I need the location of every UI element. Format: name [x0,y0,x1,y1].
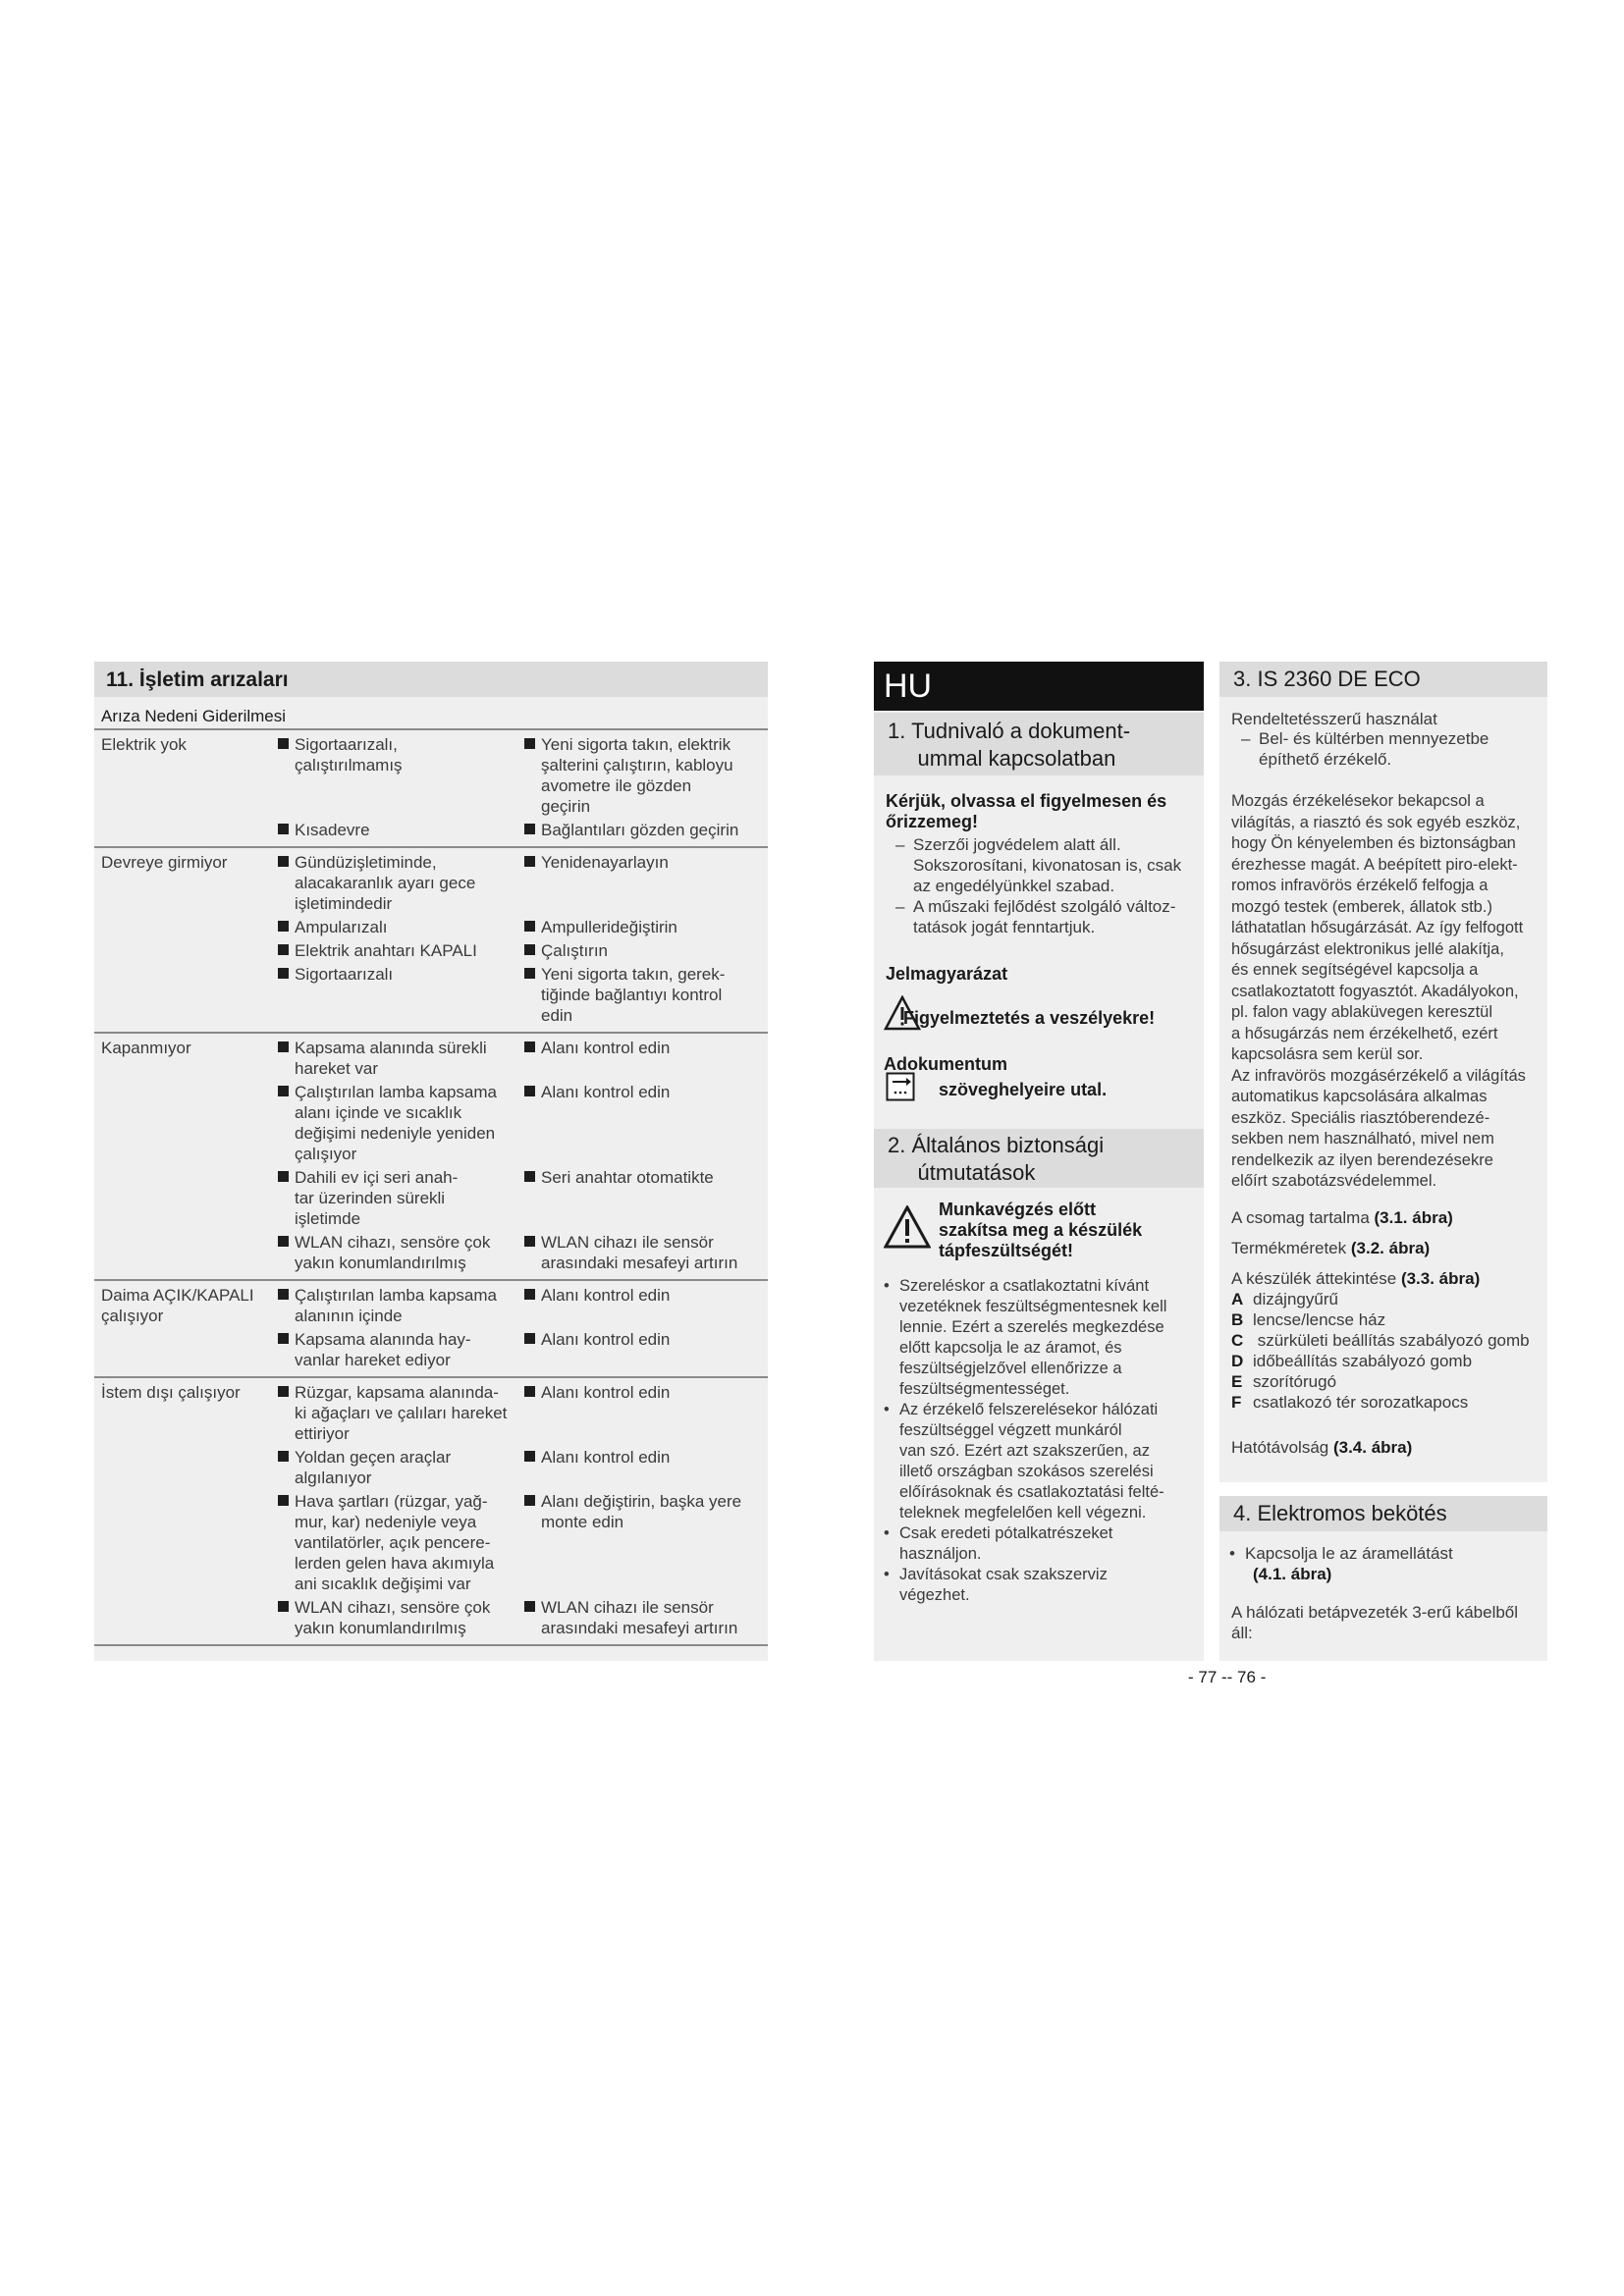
hu-range-line [1231,1437,1412,1458]
fault-cause [278,1382,521,1444]
fault-fix [524,1597,770,1638]
fault-cause-line: tar üzerinden sürekli [295,1189,446,1207]
fault-fix-line: WLAN cihazı ile sensör [541,1233,714,1252]
list-item: – Bel- és kültérben mennyezetbe építhető érzékelő. [1231,728,1545,770]
hu-language-label: HU [884,667,933,705]
table-row-separator [94,846,768,848]
bullet-square-icon [524,1601,535,1612]
fault-fix-line: Seri anahtar otomatikte [541,1168,714,1187]
part-item [1231,1309,1555,1330]
list-item: • Javításokat csak szakszerviz végezhet. [882,1565,1202,1606]
fault-fix-line: Alanı kontrol edin [541,1286,671,1305]
hu-overview-text: A készülék áttekintése [1231,1269,1401,1288]
fault-fix [524,1382,770,1403]
fault-fix-line: arasındaki mesafeyi artırın [541,1619,738,1637]
fault-cause-line: Hava şartları (rüzgar, yağ- [295,1492,488,1511]
fault-fix [524,1167,770,1188]
table-row-separator [94,1279,768,1281]
fault-fix [524,1038,770,1058]
hu-warning-label: Figyelmeztetés a veszélyekre! [903,1008,1156,1028]
warning-triangle-icon [884,1205,931,1249]
fault-fix-line: monte edin [541,1513,624,1531]
bullet-square-icon [278,1333,289,1344]
fault-fix [524,820,770,840]
fault-cause-line: Gündüzişletiminde, [295,853,437,872]
fault-cause-line: Çalıştırılan lamba kapsama [295,1286,497,1305]
fault-cause-line: mur, kar) nedeniyle veya [295,1513,477,1531]
fault-cause [278,940,521,961]
fault-cause [278,917,521,937]
fault-fix-line: Alanı kontrol edin [541,1383,671,1402]
fault-cause [278,964,521,985]
fault-cause-line: algılanıyor [295,1468,372,1487]
bullet-square-icon [278,824,289,834]
part-letter: B [1231,1310,1244,1329]
fault-fix [524,1082,770,1102]
fault-fix-line: Yeni sigorta takın, gerek- [541,965,726,984]
fault-fix-line: edin [541,1006,573,1025]
bullet-square-icon [278,1495,289,1506]
fault-cause-line: vanlar hareket ediyor [295,1351,451,1369]
hu-dimensions-line [1231,1238,1430,1258]
fault-label: Kapanmıyor [101,1039,191,1057]
part-text: lencse/lencse ház [1253,1310,1386,1329]
hu-range-text: Hatótávolság [1231,1438,1333,1457]
fault-cause-line: çalıştırılmamış [295,756,403,774]
part-letter: E [1231,1372,1243,1391]
bullet-square-icon [278,944,289,955]
fault-cause-line: alacakaranlık ayarı gece [295,874,476,892]
bullet-square-icon [524,944,535,955]
hu-dimensions-ref: (3.2. ábra) [1350,1239,1431,1257]
part-item [1231,1371,1555,1392]
part-text: csatlakozó tér sorozatkapocs [1253,1393,1469,1412]
bullet-square-icon [278,856,289,867]
hu-s1-lead: Kérjük, olvassa el figyelmesen és őrizzemeg! [886,791,1167,831]
fault-fix-line: Yenidenayarlayın [541,853,669,872]
fault-cause-line: lerden gelen hava akımıyla [295,1554,495,1573]
list-item [1227,1543,1542,1584]
hu-range-ref: (3.4. ábra) [1332,1438,1413,1457]
part-letter: D [1231,1352,1244,1370]
fault-cause-line: Elektrik anahtarı KAPALI [295,941,477,960]
bullet-square-icon [278,1041,289,1052]
hu-parts-list [1231,1289,1555,1413]
part-text: dizájngyűrű [1253,1290,1338,1308]
bullet-square-icon [524,1386,535,1397]
tr-table-header: Arıza Nedeni Giderilmesi [101,707,287,725]
fault-cause-line: alanı içinde ve sıcaklık [295,1103,462,1122]
fault-fix-line: Alanı kontrol edin [541,1330,671,1349]
hu-package-line [1231,1207,1453,1228]
bullet-square-icon [524,1333,535,1344]
fault-cause [278,1082,521,1164]
fault-cause-line: işletimde [295,1209,361,1228]
fault-cause-line: Çalıştırılan lamba kapsama [295,1083,497,1101]
fault-fix [524,1285,770,1306]
fault-cause-line: ki ağaçları ve çalıları hareket [295,1404,508,1422]
fault-fix [524,852,770,873]
hu-overview-line [1231,1268,1480,1289]
bullet-square-icon [278,1171,289,1182]
fault-cause-line: Sigortaarızalı [295,965,394,984]
bullet-square-icon [524,1236,535,1247]
bullet-square-icon [524,968,535,979]
fault-cause-line: WLAN cihazı, sensöre çok [295,1598,491,1617]
fault-cause [278,1491,521,1594]
bullet-square-icon [524,738,535,749]
fault-cause-line: Ampularızalı [295,918,388,936]
fault-fix [524,734,770,817]
fault-cause-line: Kısadevre [295,821,370,839]
fault-fix-line: Çalıştırın [541,941,609,960]
hu-s4-item-ref: (4.1. ábra) [1253,1565,1332,1583]
fault-fix-line: Alanı değiştirin, başka yere [541,1492,742,1511]
hu-s1-list [886,834,1200,937]
part-letter: F [1231,1393,1242,1412]
fault-cause [278,1038,521,1079]
part-letter: A [1231,1290,1244,1308]
page-numbers: - 77 -- 76 - [1188,1668,1267,1686]
fault-fix-line: tiğinde bağlantıyı kontrol [541,986,723,1004]
hu-s2-title: 2. Általános biztonsági útmutatások [888,1133,1105,1185]
list-item: • Az érzékelő felszerelésekor hálózati feszültséggel végzett munkáról van szó. Ezért azt szakszerűen, az illető országban szokásos szerelési előírásoknak és csatlakoztatási felté- teleknek megfelelően kell végezni. [882,1400,1202,1523]
hu-s3-use-list [1231,728,1545,770]
fault-fix-line: Ampullerideğiştirin [541,918,677,936]
list-item: – A műszaki fejlődést szolgáló változ- tatások jogát fenntartjuk. [886,896,1200,937]
fault-fix-line: avometre ile gözden [541,776,692,795]
fault-fix-line: Yeni sigorta takın, elektrik [541,735,731,754]
hu-s3-title: 3. IS 2360 DE ECO [1233,667,1421,691]
hu-s4-title: 4. Elektromos bekötés [1233,1501,1447,1525]
tr-section-title: 11. İşletim arızaları [106,668,289,691]
fault-fix-line: Bağlantıları gözden geçirin [541,821,739,839]
bullet-square-icon [524,824,535,834]
fault-fix-line: Alanı kontrol edin [541,1039,671,1057]
fault-cause-line: Sigortaarızalı, [295,735,398,754]
bullet-square-icon [278,921,289,932]
document-reference-icon [886,1072,915,1101]
bullet-square-icon [524,856,535,867]
fault-cause [278,1285,521,1326]
fault-cause [278,1232,521,1273]
hu-doc-label: Adokumentum [884,1054,1007,1074]
fault-cause-line: alanının içinde [295,1307,403,1325]
bullet-square-icon [524,1289,535,1300]
fault-fix [524,1232,770,1273]
part-text: szorítórugó [1253,1372,1337,1391]
fault-cause [278,820,521,840]
fault-cause [278,1167,521,1229]
bullet-square-icon [524,1086,535,1096]
fault-fix [524,1491,770,1532]
fault-cause [278,734,521,775]
fault-fix-line: şalterini çalıştırın, kabloyu [541,756,733,774]
fault-cause-line: yakın konumlandırılmış [295,1254,466,1272]
list-item: – Szerzői jogvédelem alatt áll. Sokszorosítani, kivonatosan is, csak az engedélyünkkel szabad. [886,834,1200,896]
bullet-square-icon [278,1386,289,1397]
fault-cause-line: Yoldan geçen araçlar [295,1448,452,1467]
fault-fix-line: arasındaki mesafeyi artırın [541,1254,738,1272]
fault-cause-line: çalışıyor [295,1145,357,1163]
fault-fix [524,940,770,961]
bullet-square-icon [278,1289,289,1300]
fault-fix [524,917,770,937]
hu-overview-ref: (3.3. ábra) [1400,1269,1481,1288]
fault-cause [278,1447,521,1488]
bullet-square-icon [278,968,289,979]
table-row-separator [94,1032,768,1034]
hu-s2-warning: Munkavégzés előtt szakítsa meg a készülék tápfeszültségét! [939,1200,1143,1260]
hu-doc-text: szöveghelyeire utal. [939,1080,1108,1099]
fault-cause-line: Kapsama alanında hay- [295,1330,471,1349]
fault-label: İstem dışı çalışıyor [101,1383,241,1402]
part-item [1231,1289,1555,1309]
fault-cause [278,852,521,914]
fault-fix-line: Alanı kontrol edin [541,1083,671,1101]
fault-fix [524,1447,770,1468]
part-item [1231,1392,1555,1413]
part-item [1231,1351,1555,1371]
bullet-square-icon [524,1495,535,1506]
hu-s2-list [882,1276,1202,1606]
table-row-separator [94,1376,768,1378]
list-item: • Szereléskor a csatlakoztatni kívánt vezetéknek feszültségmentesnek kell lennie. Ezért a szerelés megkezdése előtt kapcsolja le az áramot, és feszültségjelzővel ellenőrizze a feszültségmentességet. [882,1276,1202,1400]
fault-cause-line: ettiriyor [295,1424,350,1443]
fault-cause [278,1329,521,1370]
part-text: szürkületi beállítás szabályozó gomb [1253,1331,1530,1350]
bullet-square-icon [524,1451,535,1462]
part-letter: C [1231,1331,1244,1350]
hu-s4-item-text: Kapcsolja le az áramellátást [1245,1544,1453,1563]
hu-s4-paragraph: A hálózati betápvezeték 3-erű kábelből áll: [1231,1603,1519,1642]
fault-cause-line: WLAN cihazı, sensöre çok [295,1233,491,1252]
fault-cause-line: hareket var [295,1059,379,1078]
fault-cause [278,1597,521,1638]
fault-fix-line: WLAN cihazı ile sensör [541,1598,714,1617]
fault-fix [524,964,770,1026]
bullet-square-icon [278,1086,289,1096]
fault-fix-line: Alanı kontrol edin [541,1448,671,1467]
hu-legend-title: Jelmagyarázat [886,964,1008,984]
bullet-square-icon [278,1601,289,1612]
bullet-square-icon [278,1236,289,1247]
fault-fix-line: geçirin [541,797,591,816]
fault-cause-line: yakın konumlandırılmış [295,1619,466,1637]
fault-cause-line: vantilatörler, açık pencere- [295,1533,491,1552]
fault-cause-line: Dahili ev içi seri anah- [295,1168,459,1187]
bullet-square-icon [524,921,535,932]
hu-s3-description: Mozgás érzékelésekor bekapcsol a világítás, a riasztó és sok egyéb eszköz, hogy Ön kényelemben és biztonságban érezhesse magát. A beépített piro-elekt- romos infravörös érzékelő felfogja a mozgó testek (emberek, állatok stb.) láthatatlan hősugárzását. Az így felfogott hősugárzást elektronikus jellé alakítja, és ennek segítségével kapcsolja a csatlakoztatott fogyasztót. Akadályokon, pl. falon vagy ablaküvegen keresztül a hősugárzás nem érzékelhető, ezért kapcsolásra sem kerül sor. Az infravörös mozgásérzékelő a világítás automatikus kapcsolására alkalmas eszköz. Speciális riasztóberendezé- sekben nem használható, mivel nem rendelkezik az ilyen berendezésekre előírt szabotázsvédelemmel. [1231,792,1526,1190]
hu-package-ref: (3.1. ábra) [1374,1208,1453,1227]
fault-cause-line: işletimindedir [295,894,393,913]
hu-package-text: A csomag tartalma [1231,1208,1375,1227]
hu-s1-title: 1. Tudnivaló a dokument- ummal kapcsolatban [888,719,1131,771]
part-item [1231,1330,1555,1351]
fault-cause-line: Kapsama alanında sürekli [295,1039,487,1057]
hu-s4-list [1227,1543,1542,1584]
fault-label: Elektrik yok [101,735,187,754]
bullet-square-icon [524,1041,535,1052]
part-text: időbeállítás szabályozó gomb [1253,1352,1473,1370]
fault-fix [524,1329,770,1350]
fault-cause-line: ani sıcaklık değişimi var [295,1575,471,1593]
fault-label: Devreye girmiyor [101,853,228,872]
fault-cause-line: Rüzgar, kapsama alanında- [295,1383,499,1402]
hu-dimensions-text: Termékméretek [1231,1239,1351,1257]
bullet-square-icon [524,1171,535,1182]
fault-label: Daima AÇIK/KAPALI çalışıyor [101,1286,254,1325]
table-row-separator [94,1644,768,1646]
list-item: • Csak eredeti pótalkatrészeket használjon. [882,1523,1202,1565]
fault-cause-line: değişimi nedeniyle yeniden [295,1124,496,1143]
bullet-square-icon [278,1451,289,1462]
hu-s3-use-label: Rendeltetésszerű használat [1231,710,1437,728]
bullet-square-icon [278,738,289,749]
tr-header-rule [94,728,768,730]
